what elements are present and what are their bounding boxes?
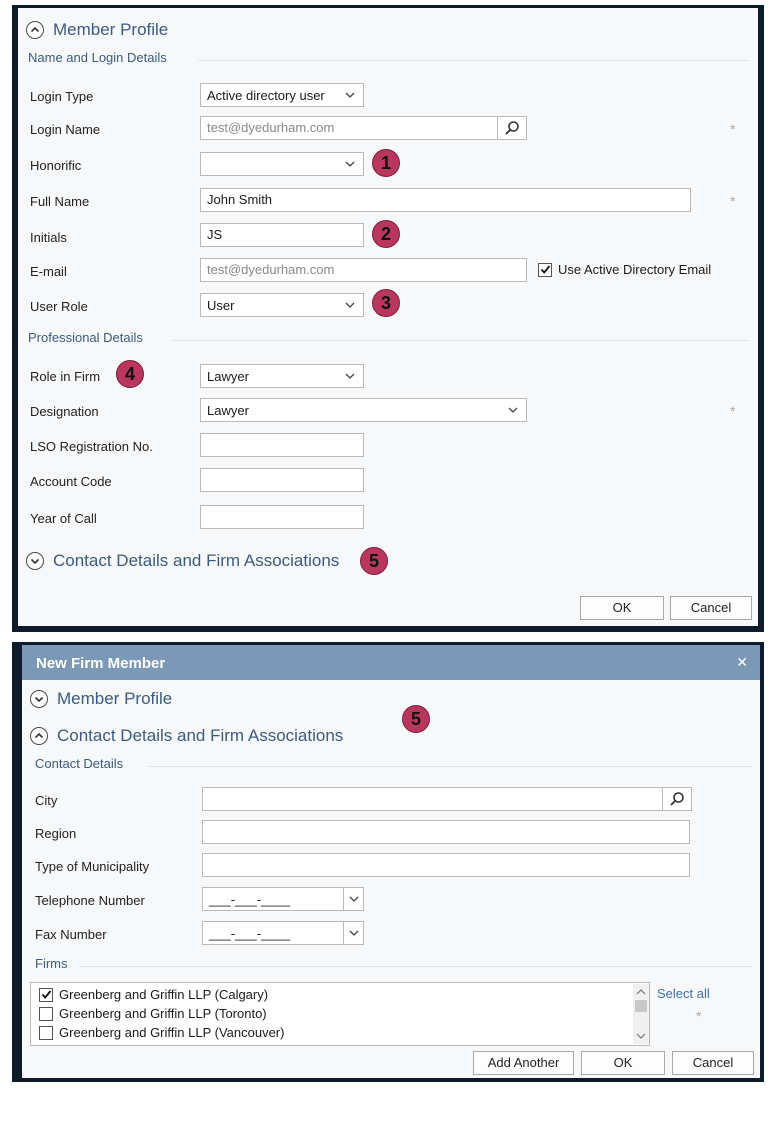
year-of-call-input[interactable] <box>200 505 364 529</box>
role-in-firm-value: Lawyer <box>207 368 249 384</box>
region-input[interactable] <box>202 820 690 844</box>
ok-button[interactable]: OK <box>581 1051 665 1075</box>
fax-label: Fax Number <box>35 927 107 942</box>
required-marker: * <box>696 1008 702 1024</box>
use-ad-email-label: Use Active Directory Email <box>558 262 712 277</box>
required-marker: * <box>730 121 736 137</box>
city-label: City <box>35 793 58 808</box>
required-marker: * <box>730 193 736 209</box>
firm-name: Greenberg and Griffin LLP (Toronto) <box>59 1006 267 1021</box>
checkbox-checked-icon[interactable] <box>538 263 552 277</box>
initials-input[interactable]: JS <box>200 223 364 247</box>
account-code-label: Account Code <box>30 474 112 489</box>
user-role-select[interactable] <box>200 293 364 317</box>
group-contact: Contact Details <box>35 756 124 771</box>
member-profile-title: Member Profile <box>57 689 173 708</box>
full-name-label: Full Name <box>30 194 90 209</box>
group-firms: Firms <box>35 956 68 971</box>
chevron-down-icon[interactable] <box>26 552 44 570</box>
city-search-button[interactable] <box>662 787 692 811</box>
lso-input[interactable] <box>200 433 364 457</box>
fax-input[interactable] <box>202 921 364 945</box>
municipality-label: Type of Municipality <box>35 859 150 874</box>
honorific-label: Honorific <box>30 158 82 173</box>
firm-name: Greenberg and Griffin LLP (Vancouver) <box>59 1025 285 1040</box>
chevron-up-icon[interactable] <box>30 727 48 745</box>
divider <box>172 340 750 341</box>
chevron-down-icon[interactable] <box>30 690 48 708</box>
login-name-input[interactable]: test@dyedurham.com <box>200 116 498 140</box>
honorific-select[interactable] <box>200 152 364 176</box>
annotation-badge-5: 5 <box>360 547 388 575</box>
member-profile-header[interactable] <box>26 20 168 40</box>
list-item[interactable] <box>31 985 284 1004</box>
telephone-dropdown[interactable] <box>343 888 363 910</box>
login-type-value: Active directory user <box>207 87 325 103</box>
fax-dropdown[interactable] <box>343 922 363 944</box>
divider <box>148 766 753 767</box>
city-input[interactable] <box>202 787 664 811</box>
search-icon <box>504 120 520 136</box>
scroll-down-icon[interactable] <box>633 1030 649 1042</box>
designation-value: Lawyer <box>207 402 249 418</box>
full-name-input[interactable]: John Smith <box>200 188 691 212</box>
annotation-badge-4: 4 <box>116 360 144 388</box>
chevron-down-icon <box>347 892 361 906</box>
chevron-up-icon[interactable] <box>26 21 44 39</box>
cancel-button[interactable]: Cancel <box>670 596 752 620</box>
region-label: Region <box>35 826 77 841</box>
group-name-login: Name and Login Details <box>28 50 167 65</box>
window-title: New Firm Member <box>36 655 166 672</box>
cancel-button[interactable]: Cancel <box>672 1051 754 1075</box>
divider <box>80 966 753 967</box>
close-icon[interactable]: ✕ <box>736 654 748 670</box>
lso-label: LSO Registration No. <box>30 439 153 454</box>
role-in-firm-select[interactable] <box>200 364 364 388</box>
annotation-badge-3: 3 <box>372 289 400 317</box>
scroll-thumb[interactable] <box>635 1000 647 1012</box>
telephone-value: ___-___-____ <box>209 891 290 907</box>
initials-label: Initials <box>30 230 67 245</box>
ok-button[interactable]: OK <box>580 596 664 620</box>
top-dialog-panel <box>18 8 758 626</box>
annotation-badge-2: 2 <box>372 220 400 248</box>
window-titlebar <box>22 645 760 680</box>
designation-select[interactable] <box>200 398 527 422</box>
chevron-down-icon <box>506 403 520 417</box>
chevron-down-icon <box>347 926 361 940</box>
login-type-select[interactable] <box>200 83 364 107</box>
email-label: E-mail <box>30 264 67 279</box>
contact-details-title: Contact Details and Firm Associations <box>53 551 340 570</box>
member-profile-header[interactable] <box>30 689 172 709</box>
annotation-badge-1: 1 <box>372 149 400 177</box>
required-marker: * <box>730 403 736 419</box>
account-code-input[interactable] <box>200 468 364 492</box>
telephone-label: Telephone Number <box>35 893 145 908</box>
checkbox-icon[interactable] <box>39 1026 53 1040</box>
search-icon <box>669 791 685 807</box>
list-item[interactable] <box>31 1004 284 1023</box>
contact-details-header[interactable] <box>30 726 343 746</box>
user-role-value: User <box>207 297 235 313</box>
checkbox-checked-icon[interactable] <box>39 988 53 1002</box>
annotation-badge-5: 5 <box>402 705 430 733</box>
bottom-dialog-panel <box>22 680 760 1078</box>
firm-name: Greenberg and Griffin LLP (Calgary) <box>59 987 269 1002</box>
telephone-input[interactable] <box>202 887 364 911</box>
contact-details-header[interactable] <box>26 551 339 571</box>
chevron-down-icon <box>343 157 357 171</box>
scroll-up-icon[interactable] <box>633 986 649 998</box>
user-role-label: User Role <box>30 299 88 314</box>
municipality-input[interactable] <box>202 853 690 877</box>
checkbox-icon[interactable] <box>39 1007 53 1021</box>
designation-label: Designation <box>30 404 99 419</box>
role-in-firm-label: Role in Firm <box>30 369 101 384</box>
group-professional: Professional Details <box>28 330 143 345</box>
login-name-label: Login Name <box>30 122 101 137</box>
year-of-call-label: Year of Call <box>30 511 97 526</box>
firms-scrollbar[interactable] <box>633 984 649 1044</box>
add-another-button[interactable]: Add Another <box>473 1051 574 1075</box>
chevron-down-icon <box>343 369 357 383</box>
chevron-down-icon <box>343 298 357 312</box>
use-ad-email-checkbox[interactable] <box>538 262 711 277</box>
fax-value: ___-___-____ <box>209 925 290 941</box>
divider <box>198 60 750 61</box>
select-all-link[interactable]: Select all <box>657 986 710 1001</box>
list-item[interactable] <box>31 1023 284 1042</box>
chevron-down-icon <box>343 88 357 102</box>
member-profile-title: Member Profile <box>53 20 169 39</box>
contact-details-title: Contact Details and Firm Associations <box>57 726 344 745</box>
login-type-label: Login Type <box>30 89 94 104</box>
firms-list[interactable] <box>30 982 650 1046</box>
email-input[interactable]: test@dyedurham.com <box>200 258 527 282</box>
login-name-search-button[interactable] <box>497 116 527 140</box>
